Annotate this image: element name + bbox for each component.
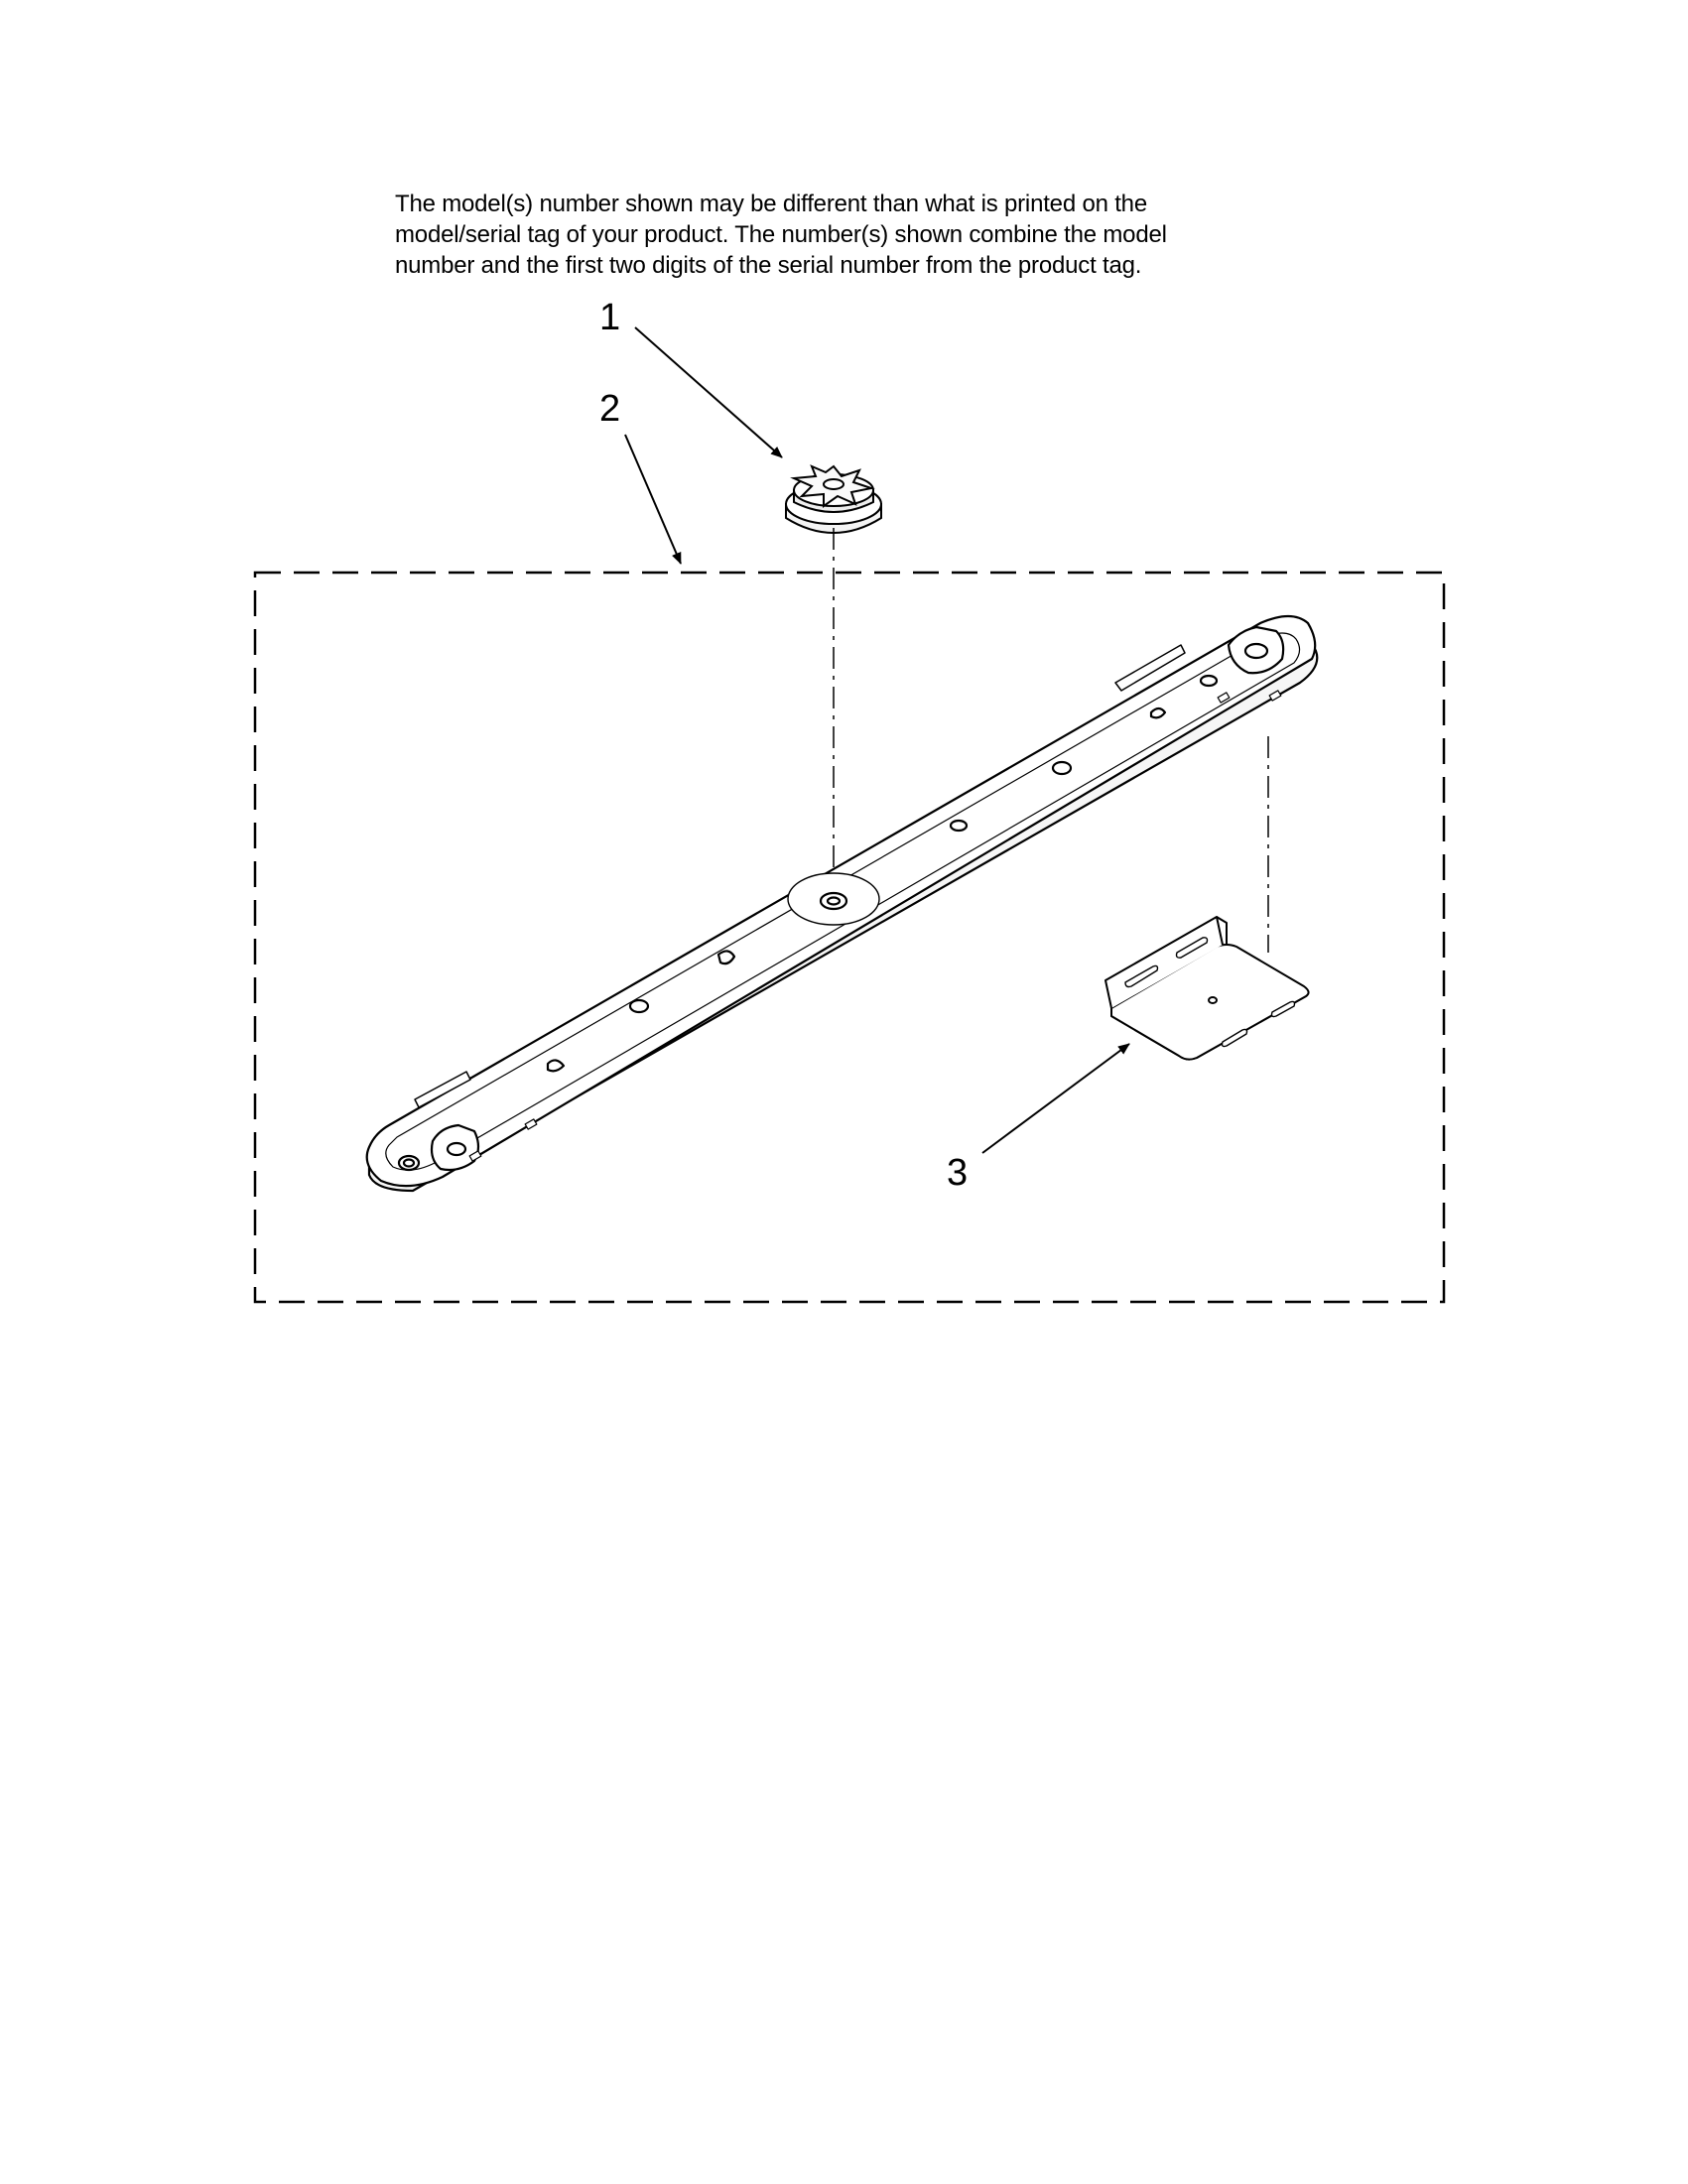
callout-1-label: 1 <box>599 297 621 338</box>
leader-arrow-3 <box>982 1044 1129 1153</box>
callout-3-label: 3 <box>947 1152 969 1194</box>
leader-arrow-1 <box>635 327 782 457</box>
notice-line-3: number and the first two digits of the serial number from the product tag. <box>395 252 1142 279</box>
notice-line-1: The model(s) number shown may be different than what is printed on the <box>395 191 1147 217</box>
spray-arm-part <box>367 616 1318 1191</box>
callout-2-label: 2 <box>599 388 621 430</box>
notice-line-2: model/serial tag of your product. The number(s) shown combine the model <box>395 221 1167 248</box>
bracket-part <box>1105 917 1309 1060</box>
hub-part <box>786 466 881 533</box>
leader-arrow-2 <box>625 435 681 564</box>
